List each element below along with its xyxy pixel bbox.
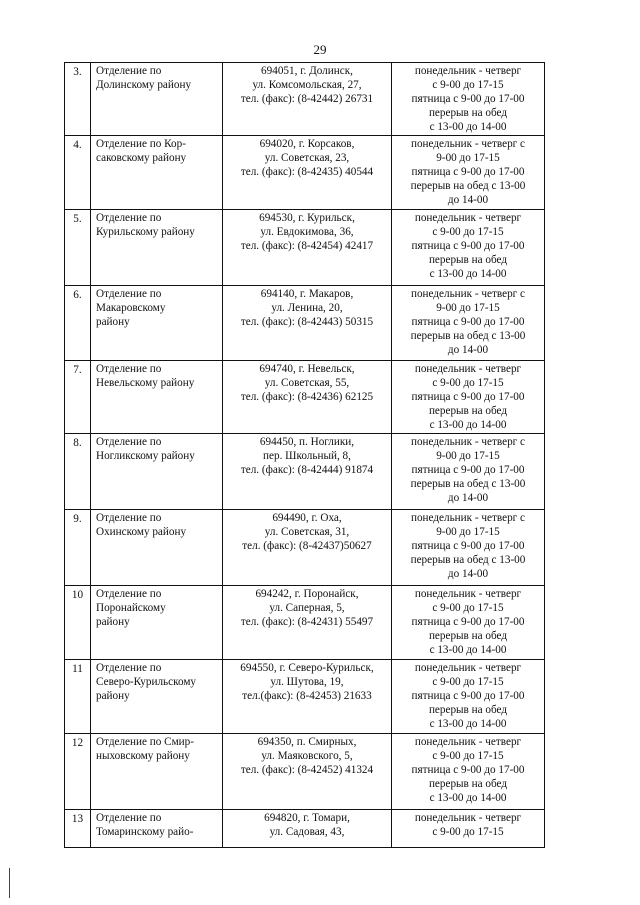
department-address-line: 694350, п. Смирных, [257, 736, 357, 748]
department-name-line: Отделение по [96, 588, 162, 600]
working-hours-line: понедельник - четверг с [410, 512, 526, 524]
working-hours-line: с 13-00 до 14-00 [429, 419, 507, 431]
department-name-line: Северо-Курильскому [96, 676, 197, 688]
working-hours-line: перерыв на обед [428, 778, 508, 790]
department-name-line: Отделение по [96, 812, 162, 824]
department-name-line: Отделение по [96, 436, 162, 448]
working-hours-line: перерыв на обед [428, 405, 508, 417]
department-address-line: 694530, г. Курильск, [259, 212, 355, 224]
department-name [91, 210, 223, 286]
department-name [91, 734, 223, 810]
department-name-line: Отделение по [96, 212, 162, 224]
working-hours-line: пятница с 9-00 до 17-00 [411, 93, 525, 105]
working-hours [392, 434, 545, 510]
working-hours-line: 9-00 до 17-15 [436, 302, 500, 314]
department-address-line: ул. Ленина, 20, [271, 302, 343, 314]
working-hours-line: пятница с 9-00 до 17-00 [411, 764, 525, 776]
department-address [223, 63, 392, 136]
department-name-line: Отделение по Смир- [96, 736, 194, 748]
working-hours [392, 210, 545, 286]
working-hours-line: пятница с 9-00 до 17-00 [411, 166, 525, 178]
department-address-line: тел. (факс): (8-42444) 91874 [240, 464, 374, 476]
department-address [223, 586, 392, 660]
table-row [65, 361, 545, 434]
working-hours-line: с 9-00 до 17-15 [432, 750, 504, 762]
working-hours-line: понедельник - четверг с [410, 436, 526, 448]
department-address-line: ул. Советская, 31, [264, 526, 350, 538]
working-hours-line: с 13-00 до 14-00 [429, 718, 507, 730]
department-address-line: ул. Саперная, 5, [269, 602, 345, 614]
row-number: 13 [65, 810, 91, 848]
department-address-line: тел. (факс): (8-42437)50627 [242, 540, 372, 552]
department-name-line: Ногликскому району [96, 450, 195, 462]
department-address-line: 694051, г. Долинск, [261, 65, 353, 77]
department-address-line: 694020, г. Корсаков, [259, 138, 355, 150]
working-hours-line: с 13-00 до 14-00 [429, 644, 507, 656]
department-name-line: Отделение по [96, 363, 162, 375]
department-address [223, 210, 392, 286]
department-address [223, 286, 392, 361]
department-name-line: району [96, 616, 130, 628]
department-name [91, 361, 223, 434]
working-hours-line: понедельник - четверг [414, 812, 522, 824]
department-name [91, 286, 223, 361]
department-address-line: тел. (факс): (8-42431) 55497 [240, 616, 374, 628]
working-hours-line: понедельник - четверг [414, 588, 522, 600]
department-name-line: району [96, 316, 130, 328]
working-hours-line: понедельник - четверг с [410, 288, 526, 300]
working-hours-line: с 9-00 до 17-15 [432, 602, 504, 614]
department-name [91, 63, 223, 136]
working-hours-line: перерыв на обед с 13-00 [410, 478, 526, 490]
department-address [223, 136, 392, 210]
department-address-line: тел. (факс): (8-42436) 62125 [240, 391, 374, 403]
department-address [223, 510, 392, 586]
row-number: 7. [65, 361, 91, 434]
department-address-line: 694490, г. Оха, [272, 512, 342, 524]
working-hours-line: с 9-00 до 17-15 [432, 676, 504, 688]
working-hours-line: с 9-00 до 17-15 [432, 826, 504, 838]
department-name-line: Курильскому району [96, 226, 195, 238]
department-address-line: 694140, г. Макаров, [260, 288, 354, 300]
department-address-line: 694820, г. Томари, [264, 812, 350, 824]
working-hours [392, 510, 545, 586]
table-row [65, 810, 545, 848]
department-name [91, 586, 223, 660]
working-hours-line: перерыв на обед с 13-00 [410, 330, 526, 342]
department-address [223, 734, 392, 810]
working-hours [392, 734, 545, 810]
working-hours-line: с 9-00 до 17-15 [432, 226, 504, 238]
department-name-line: Отделение по [96, 662, 162, 674]
row-number: 11 [65, 660, 91, 734]
working-hours-line: перерыв на обед [428, 107, 508, 119]
working-hours-line: с 13-00 до 14-00 [429, 121, 507, 133]
working-hours-line: перерыв на обед с 13-00 [410, 180, 526, 192]
working-hours-line: пятница с 9-00 до 17-00 [411, 690, 525, 702]
department-name-line: Поронайскому [96, 602, 166, 614]
table-row [65, 286, 545, 361]
department-address-line: 694740, г. Невельск, [259, 363, 355, 375]
department-address-line: тел. (факс): (8-42452) 41324 [240, 764, 374, 776]
table-row [65, 210, 545, 286]
working-hours-line: понедельник - четверг с [410, 138, 526, 150]
working-hours-line: пятница с 9-00 до 17-00 [411, 540, 525, 552]
department-address-line: 694550, г. Северо-Курильск, [240, 662, 374, 674]
department-address-line: тел. (факс): (8-42454) 42417 [240, 240, 374, 252]
working-hours-line: понедельник - четверг [414, 212, 522, 224]
department-address [223, 810, 392, 848]
working-hours-line: 9-00 до 17-15 [436, 450, 500, 462]
department-name-line: Томаринскому райо- [96, 826, 194, 838]
department-name [91, 434, 223, 510]
working-hours [392, 286, 545, 361]
department-address-line: ул. Шутова, 19, [270, 676, 344, 688]
working-hours-line: понедельник - четверг [414, 736, 522, 748]
working-hours-line: до 14-00 [447, 194, 489, 206]
working-hours-line: с 9-00 до 17-15 [432, 377, 504, 389]
working-hours-line: с 9-00 до 17-15 [432, 79, 504, 91]
department-address-line: ул. Садовая, 43, [269, 826, 345, 838]
row-number: 9. [65, 510, 91, 586]
working-hours-line: 9-00 до 17-15 [436, 526, 500, 538]
department-name-line: Невельскому району [96, 377, 195, 389]
department-address-line: ул. Евдокимова, 36, [260, 226, 354, 238]
department-name-line: Макаровскому [96, 302, 166, 314]
department-name [91, 810, 223, 848]
working-hours-line: перерыв на обед [428, 630, 508, 642]
department-name-line: ныховскому району [96, 750, 190, 762]
department-address-line: ул. Советская, 55, [264, 377, 350, 389]
working-hours [392, 361, 545, 434]
working-hours-line: до 14-00 [447, 344, 489, 356]
department-name-line: Отделение по Кор- [96, 138, 186, 150]
department-name-line: саковскому району [96, 152, 187, 164]
department-address-line: 694450, п. Ноглики, [259, 436, 355, 448]
working-hours-line: понедельник - четверг [414, 363, 522, 375]
working-hours [392, 63, 545, 136]
department-name [91, 660, 223, 734]
department-name [91, 136, 223, 210]
table-row [65, 660, 545, 734]
working-hours-line: 9-00 до 17-15 [436, 152, 500, 164]
department-address [223, 434, 392, 510]
working-hours-line: пятница с 9-00 до 17-00 [411, 391, 525, 403]
row-number: 4. [65, 136, 91, 210]
working-hours [392, 136, 545, 210]
department-address-line: тел.(факс): (8-42453) 21633 [242, 690, 372, 702]
working-hours-line: понедельник - четверг [414, 662, 522, 674]
working-hours-line: перерыв на обед [428, 254, 508, 266]
department-name-line: Отделение по [96, 512, 162, 524]
row-number: 12 [65, 734, 91, 810]
table-row [65, 63, 545, 136]
table-body [65, 63, 545, 848]
row-number: 10 [65, 586, 91, 660]
department-name-line: Отделение по [96, 65, 162, 77]
table-row [65, 734, 545, 810]
row-number: 3. [65, 63, 91, 136]
department-name [91, 510, 223, 586]
working-hours-line: пятница с 9-00 до 17-00 [411, 316, 525, 328]
working-hours-line: до 14-00 [447, 568, 489, 580]
department-address-line: 694242, г. Поронайск, [255, 588, 359, 600]
working-hours [392, 586, 545, 660]
working-hours-line: с 13-00 до 14-00 [429, 792, 507, 804]
department-address-line: тел. (факс): (8-42435) 40544 [240, 166, 374, 178]
department-address-line: тел. (факс): (8-42443) 50315 [240, 316, 374, 328]
department-address-line: пер. Школьный, 8, [263, 450, 351, 462]
table-row [65, 136, 545, 210]
working-hours-line: перерыв на обед с 13-00 [410, 554, 526, 566]
department-address-line: ул. Маяковского, 5, [261, 750, 353, 762]
department-address [223, 660, 392, 734]
working-hours-line: перерыв на обед [428, 704, 508, 716]
department-name-line: Отделение по [96, 288, 162, 300]
scan-artifact-line [9, 868, 10, 898]
department-name-line: Охинскому району [96, 526, 187, 538]
table-row [65, 586, 545, 660]
working-hours-line: пятница с 9-00 до 17-00 [411, 616, 525, 628]
department-address [223, 361, 392, 434]
departments-table [64, 62, 545, 848]
working-hours-line: пятница с 9-00 до 17-00 [411, 464, 525, 476]
table-row [65, 510, 545, 586]
row-number: 5. [65, 210, 91, 286]
row-number: 6. [65, 286, 91, 361]
department-address-line: ул. Комсомольская, 27, [252, 79, 362, 91]
department-name-line: Долинскому району [96, 79, 192, 91]
row-number: 8. [65, 434, 91, 510]
working-hours [392, 810, 545, 848]
page-number: 29 [313, 42, 327, 57]
department-name-line: району [96, 690, 130, 702]
working-hours [392, 660, 545, 734]
table-row [65, 434, 545, 510]
department-address-line: тел. (факс): (8-42442) 26731 [240, 93, 374, 105]
working-hours-line: с 13-00 до 14-00 [429, 268, 507, 280]
department-address-line: ул. Советская, 23, [264, 152, 350, 164]
working-hours-line: до 14-00 [447, 492, 489, 504]
working-hours-line: понедельник - четверг [414, 65, 522, 77]
working-hours-line: пятница с 9-00 до 17-00 [411, 240, 525, 252]
